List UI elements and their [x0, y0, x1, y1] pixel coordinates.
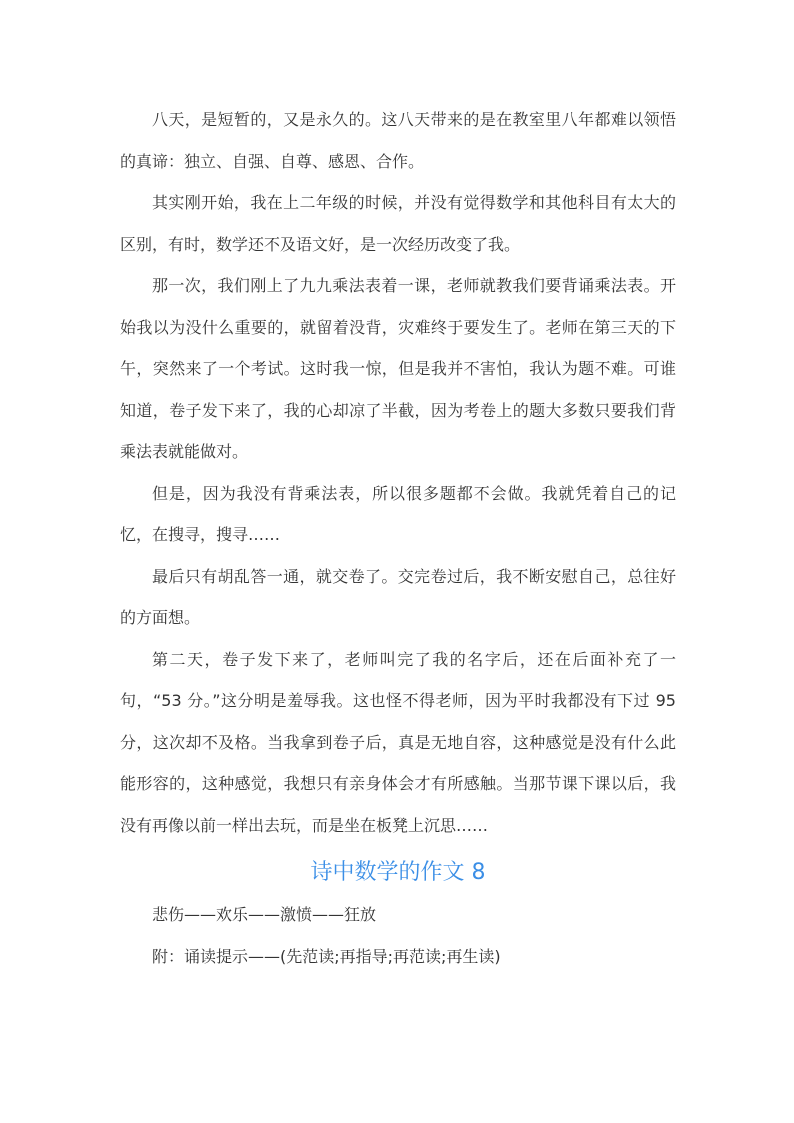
section-heading: 诗中数学的作文 8 [310, 860, 486, 885]
paragraph-4: 但是，因为我没有背乘法表，所以很多题都不会做。我就凭着自己的记忆，在搜寻，搜寻…… [120, 483, 676, 544]
emotion-sequence: 悲伤——欢乐——激愤——狂放 [152, 905, 377, 924]
paragraph-2: 其实刚开始，我在上二年级的时候，并没有觉得数学和其他科目有太大的区别，有时，数学还不及语文好，是一次经历改变了我。 [120, 193, 676, 254]
paragraph-5: 最后只有胡乱答一通，就交卷了。交完卷过后，我不断安慰自己，总往好的方面想。 [120, 566, 676, 627]
paragraph-6: 第二天，卷子发下来了，老师叫完了我的名字后，还在后面补充了一句，“53 分。”这分明是羞辱我。这也怪不得老师，因为平时我都没有下过 95 分，这次却不及格。当我拿到卷子后，真是无地自容，这种感觉是没有什么此能形容的，这种感觉，我想只有亲身体会才有所感触。当那节课下课以后，我没有再像以前一样出去玩，而是坐在板凳上沉思…… [120, 649, 676, 835]
reading-tips: 附：诵读提示——(先范读;再指导;再范读;再生读) [152, 946, 501, 966]
paragraph-1: 八天，是短暂的，又是永久的。这八天带来的是在教室里八年都难以领悟的真谛：独立、自强、自尊、感恩、合作。 [120, 110, 676, 171]
paragraph-3: 那一次，我们刚上了九九乘法表着一课，老师就教我们要背诵乘法表。开始我以为没什么重要的，就留着没背，灾难终于要发生了。老师在第三天的下午，突然来了一个考试。这时我一惊，但是我并不害怕，我认为题不难。可谁知道，卷子发下来了，我的心却凉了半截，因为考卷上的题大多数只要我们背乘法表就能做对。 [120, 276, 676, 461]
document-page [120, 99, 676, 977]
